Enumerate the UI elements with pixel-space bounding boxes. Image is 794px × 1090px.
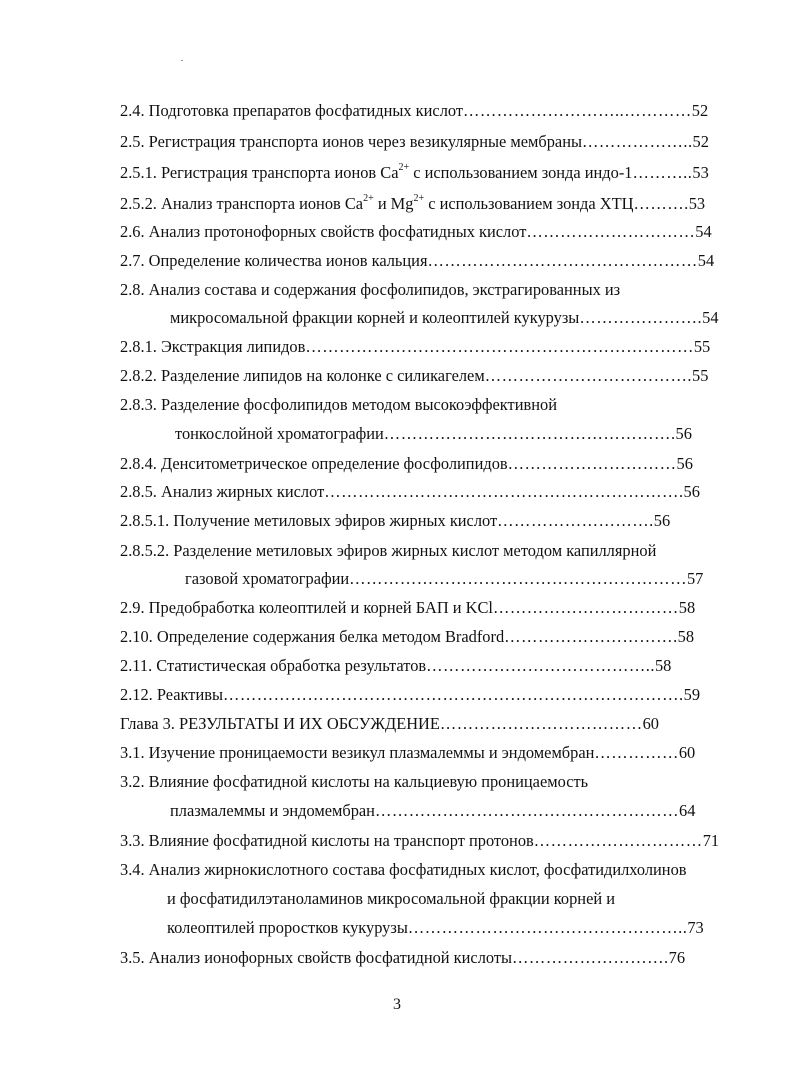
- toc-entry-page: 53: [692, 163, 709, 182]
- toc-leader-dots: …………………………………………: [427, 251, 698, 270]
- toc-leader-dots: ……………………………………………………….: [324, 482, 684, 501]
- toc-entry: [120, 451, 760, 477]
- toc-entry-title: 2.8.4. Денситометрическое определение фосфолипидов: [120, 454, 508, 473]
- toc-entry: [120, 479, 760, 505]
- toc-entry: [120, 538, 760, 564]
- scan-speck: [181, 60, 183, 61]
- toc-entry-title-start: 2.5.1. Регистрация транспорта ионов Ca: [120, 163, 399, 182]
- toc-entry-page: 54: [702, 308, 719, 327]
- toc-leader-dots: ……………………………………………………………: [305, 337, 694, 356]
- toc-entry: [120, 624, 760, 650]
- toc-leader-dots: …………………………: [533, 831, 703, 850]
- toc-leader-dots: ……………………….: [497, 511, 654, 530]
- toc-entry-title: 2.8.1. Экстракция липидов: [120, 337, 306, 356]
- page-number: 3: [393, 996, 401, 1013]
- toc-entry-page: 52: [691, 101, 709, 120]
- toc-entry-title: 3.3. Влияние фосфатидной кислоты на транспорт протонов: [120, 831, 534, 850]
- toc-leader-dots: ………………….: [579, 308, 703, 327]
- toc-entry-title: 2.5. Регистрация транспорта ионов через везикулярные мембраны: [120, 132, 582, 151]
- toc-entry-title: 2.9. Предобработка колеоптилей и корней БАП и KCl: [120, 598, 493, 617]
- toc-entry-title: 2.6. Анализ протонофорных свойств фосфатидных кислот: [120, 222, 527, 241]
- toc-entry-title-start: 2.5.2. Анализ транспорта ионов Ca: [120, 194, 364, 213]
- toc-leader-dots: ………………………….: [504, 627, 678, 646]
- toc-entry-title: 2.4. Подготовка препаратов фосфатидных кислот: [120, 101, 464, 120]
- toc-entry: [120, 160, 752, 186]
- toc-entry-title: колеоптилей проростков кукурузы: [167, 918, 408, 937]
- toc-leader-dots: ……….: [633, 194, 689, 213]
- toc-entry-title: и фосфатидилэтаноламинов микросомальной фракции корней и: [167, 889, 615, 908]
- toc-entry-page: 52: [692, 132, 709, 151]
- toc-entry: [120, 508, 760, 534]
- toc-entry-title: 3.4. Анализ жирнокислотного состава фосфатидных кислот, фосфатидилхолинов: [120, 860, 687, 879]
- toc-entry-page: 58: [678, 598, 696, 617]
- toc-entry-page: 58: [677, 627, 695, 646]
- superscript-charge: 2+: [363, 192, 374, 204]
- toc-leader-dots: …………………………: [526, 222, 696, 241]
- toc-entry-continuation: [185, 566, 760, 592]
- toc-entry: [120, 334, 760, 360]
- toc-entry: [120, 857, 770, 883]
- toc-entry: [120, 740, 760, 766]
- toc-leader-dots: ……………………….: [512, 948, 669, 967]
- toc-entry-title: тонкослойной хроматографии: [175, 424, 384, 443]
- toc-entry-continuation: [170, 798, 760, 824]
- toc-entry-page: 56: [676, 454, 693, 473]
- toc-entry-page: 64: [679, 801, 696, 820]
- toc-entry-title: 3.1. Изучение проницаемости везикул плазмалеммы и эндомембран: [120, 743, 595, 762]
- toc-entry-continuation: [170, 305, 760, 331]
- toc-entry-page: 56: [675, 424, 692, 443]
- toc-entry-title: 2.8.5. Анализ жирных кислот: [120, 482, 325, 501]
- toc-entry-title: плазмалеммы и эндомембран: [170, 801, 375, 820]
- toc-entry: [120, 945, 760, 971]
- toc-entry: [120, 653, 760, 679]
- toc-entry-continuation: [175, 421, 760, 447]
- toc-entry-title: 2.8.5.2. Разделение метиловых эфиров жирных кислот методом капиллярной: [120, 541, 657, 560]
- superscript-charge: 2+: [413, 192, 425, 204]
- toc-entry: [120, 682, 760, 708]
- toc-entry-title: 2.8.5.1. Получение метиловых эфиров жирных кислот: [120, 511, 498, 530]
- toc-entry-page: 56: [683, 482, 700, 501]
- toc-entry-title: 2.12. Реактивы: [120, 685, 223, 704]
- toc-entry: [120, 277, 760, 303]
- toc-leader-dots: …………………………………………….: [383, 424, 676, 443]
- toc-entry-continuation: [167, 915, 760, 941]
- toc-entry-page: 55: [692, 366, 709, 385]
- toc-entry: [120, 828, 760, 854]
- toc-leader-dots: ……………………………………………………: [349, 569, 687, 588]
- toc-entry: [120, 191, 760, 217]
- toc-entry-title: 2.7. Определение количества ионов кальция: [120, 251, 428, 270]
- toc-entry-continuation: [167, 886, 767, 912]
- toc-entry-title: 3.2. Влияние фосфатидной кислоты на кальциевую проницаемость: [120, 772, 589, 791]
- toc-entry: [120, 219, 760, 245]
- toc-entry-title-mid: и Mg: [373, 194, 414, 213]
- toc-leader-dots: …………………………………..: [426, 656, 655, 675]
- toc-entry: [120, 392, 760, 418]
- toc-entry-page: 73: [687, 918, 704, 937]
- toc-entry-title: газовой хроматографии: [185, 569, 350, 588]
- toc-entry-page: 76: [668, 948, 686, 967]
- toc-leader-dots: ………………………..…………: [463, 101, 692, 120]
- toc-entry-page: 58: [654, 656, 672, 675]
- toc-leader-dots: ………………………………………………: [374, 801, 679, 820]
- toc-entry-page: 60: [678, 743, 696, 762]
- toc-entry-page: 55: [693, 337, 711, 356]
- toc-entry-page: 71: [702, 831, 720, 850]
- toc-entry-title: 3.5. Анализ ионофорных свойств фосфатидной кислоты: [120, 948, 513, 967]
- toc-entry-title-end: с использованием зонда индо-1: [409, 163, 633, 182]
- toc-entry-title: 2.8.3. Разделение фосфолипидов методом высокоэффективной: [120, 395, 557, 414]
- toc-entry-title: 2.8. Анализ состава и содержания фосфолипидов, экстрагированных из: [120, 280, 621, 299]
- toc-entry: [120, 129, 752, 155]
- toc-entry: [120, 98, 752, 124]
- toc-entry-page: 54: [697, 251, 715, 270]
- toc-entry: [120, 363, 760, 389]
- toc-entry-page: 59: [683, 685, 701, 704]
- toc-entry: [120, 248, 760, 274]
- superscript-charge: 2+: [398, 161, 410, 173]
- toc-leader-dots: ……………………………………………………………………….: [222, 685, 684, 704]
- toc-leader-dots: …………………………: [507, 454, 677, 473]
- toc-entry-page: 56: [653, 511, 671, 530]
- toc-entry-page: 57: [686, 569, 704, 588]
- toc-entry: [120, 769, 760, 795]
- toc-chapter-title: Глава 3. РЕЗУЛЬТАТЫ И ИХ ОБСУЖДЕНИЕ: [120, 714, 440, 733]
- toc-entry-page: 54: [695, 222, 712, 241]
- toc-entry-title: 2.8.2. Разделение липидов на колонке с силикагелем: [120, 366, 485, 385]
- toc-entry-title: микросомальной фракции корней и колеоптилей кукурузы: [170, 308, 580, 327]
- toc-leader-dots: ………..: [632, 163, 693, 182]
- toc-leader-dots: ……………………………: [492, 598, 679, 617]
- toc-entry-page: 53: [688, 194, 706, 213]
- toc-leader-dots: ……………………………….: [484, 366, 692, 385]
- toc-entry: [120, 595, 760, 621]
- toc-leader-dots: ………………..: [582, 132, 693, 151]
- toc-entry-title: 2.11. Статистическая обработка результатов: [120, 656, 427, 675]
- toc-leader-dots: ……………: [594, 743, 679, 762]
- toc-leader-dots: ………………………………: [439, 714, 643, 733]
- toc-entry-title: 2.10. Определение содержания белка методом Bradford: [120, 627, 505, 646]
- toc-entry-page: 60: [642, 714, 659, 733]
- toc-leader-dots: …………………………………………..: [407, 918, 688, 937]
- toc-entry-title-end: с использованием зонда ХТЦ: [424, 194, 634, 213]
- toc-entry-chapter: [120, 711, 760, 737]
